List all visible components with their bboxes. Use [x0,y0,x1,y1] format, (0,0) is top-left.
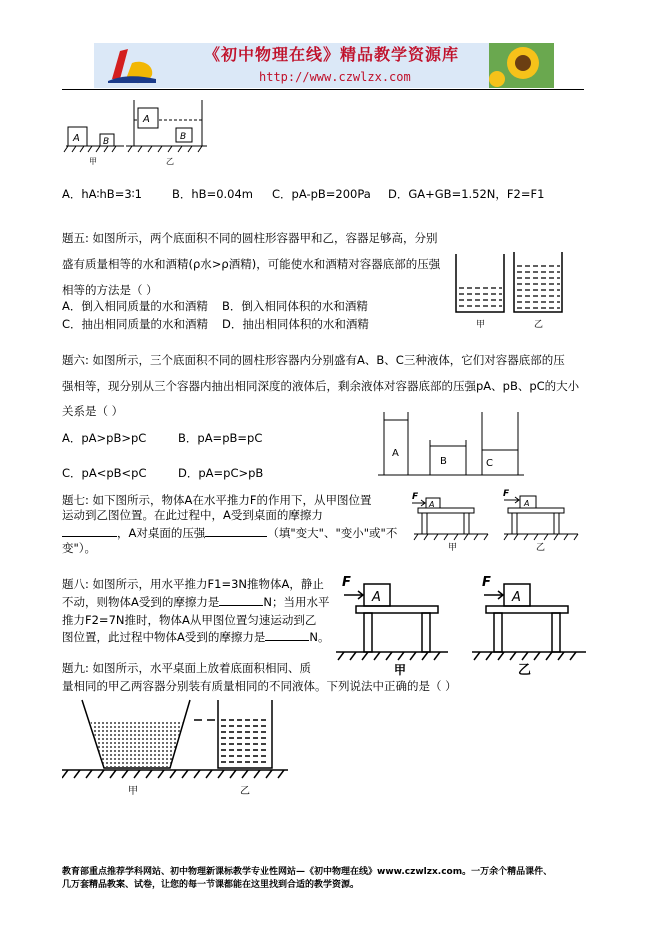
q8-line4 [62,629,329,645]
q9-containers-figure [62,698,292,800]
q6-option-d: D．pA=pC>pB [178,466,264,480]
q8-blank-friction2[interactable] [265,629,309,641]
footer-line2: 几万套精品教案、试卷，让您的每一节课都能在这里找到合适的教学资源。 [62,880,360,890]
q7-line4: 变"）。 [62,541,97,555]
q8-label-jia: 甲 [394,663,407,677]
q6-liquid-b-label: B [440,456,447,467]
q6-liquid-c-label: C [486,458,493,469]
q8-line4-text: 图位置，此过程中物体A受到的摩擦力是 [62,630,266,644]
footer-line1: 教育部重点推荐学科网站、初中物理新课标教学专业性网站—《初中物理在线》www.czwlzx.com。一万余个精品课件、 [62,867,553,877]
q8-line1: 题八: 如图所示，用水平推力F1=3N推物体A，静止 [62,577,324,591]
q7-blank-pressure[interactable] [205,525,267,537]
q7-line1: 题七: 如下图所示，物体A在水平推力F的作用下，从甲图位置 [62,493,372,507]
q8-line4-end: N。 [309,630,330,644]
q7-table-figure [404,488,584,556]
q6-option-c: C．pA<pB<pC [62,466,147,480]
q7-line2: 运动到乙图位置。在此过程中，A受到桌面的摩擦力 [62,508,323,522]
q8-force-label-jia: F [342,575,351,590]
q5-option-c: C．抽出相同质量的水和酒精 [62,317,209,331]
q7-block-label-yi: A [524,499,530,508]
label-jia: 甲 [89,157,97,166]
q5-label-yi: 乙 [534,320,544,330]
block-b-label: B [103,137,110,147]
q6-line2: 强相等，现分别从三个容器内抽出相同深度的液体后，剩余液体对容器底部的压强pA、pB、pC的大小 [62,379,580,393]
q9-label-jia: 甲 [128,786,138,797]
q7-line3-end: （填"变大"、"变小"或"不 [267,526,398,540]
q7-label-jia: 甲 [448,543,458,553]
q5-option-a: A．倒入相同质量的水和酒精 [62,299,208,313]
header-rule [62,89,584,90]
blocks-figure [62,96,212,166]
q5-option-b: B．倒入相同体积的水和酒精 [222,299,368,313]
q8-line2-end: N；当用水平 [263,595,330,609]
q8-label-yi: 乙 [518,663,532,678]
q6-line1: 题六: 如图所示，三个底面积不同的圆柱形容器内分别盛有A、B、C三种液体，它们对容器底部的压 [62,353,565,367]
logo-icon [102,45,162,87]
block-b-sunk-label: B [180,132,187,142]
q4-option-b: B．hB=0.04m [172,187,254,201]
q9-label-yi: 乙 [240,786,250,797]
q7-line3-text: ，A对桌面的压强 [117,526,206,540]
q5-label-jia: 甲 [476,320,486,330]
q8-block-label-yi: A [512,590,521,605]
label-yi: 乙 [166,157,174,166]
header-banner [94,43,554,88]
q8-table-figure [336,570,591,678]
q6-line3: 关系是（ ） [62,404,124,418]
q9-line1: 题九: 如图所示，水平桌面上放着底面积相同、质 [62,661,312,675]
q6-liquid-a-label: A [392,448,399,459]
sunflower-icon [489,43,554,88]
q7-force-label-yi: F [503,489,510,499]
q5-line3: 相等的方法是（ ） [62,283,158,297]
banner-url: http://www.czwlzx.com [259,70,411,84]
q4-option-d: D．GA+GB=1.52N，F2=F1 [388,187,545,201]
q4-option-a: A．hA∶hB=3∶1 [62,187,142,201]
q6-option-b: B．pA=pB=pC [178,431,263,445]
q5-line1: 题五: 如图所示，两个底面积不同的圆柱形容器甲和乙，容器足够高，分别 [62,231,438,245]
block-a-label: A [73,133,80,144]
q6-containers-figure [378,410,528,485]
q8-force-label-yi: F [482,575,491,590]
q6-option-a: A．pA>pB>pC [62,431,147,445]
banner-title: 《初中物理在线》精品教学资源库 [204,45,460,64]
q5-line2: 盛有质量相等的水和酒精(ρ水>ρ酒精)，可能使水和酒精对容器底部的压强 [62,257,441,271]
q5-option-d: D．抽出相同体积的水和酒精 [222,317,369,331]
q8-blank-friction1[interactable] [219,594,263,606]
block-a-float-label: A [143,114,150,125]
q4-option-c: C．pA-pB=200Pa [272,187,371,201]
q7-blank-friction[interactable] [62,525,117,537]
q8-line2 [62,594,329,610]
q8-line3: 推力F2=7N推时，物体A从甲图位置匀速运动到乙 [62,613,317,627]
q9-line2: 量相同的甲乙两容器分别装有质量相同的不同液体。下列说法中正确的是（ ） [62,679,457,693]
q7-line3 [62,525,397,541]
q7-label-yi: 乙 [536,543,546,553]
q7-force-label-jia: F [412,492,419,502]
q5-containers-figure [452,250,577,335]
q8-block-label-jia: A [372,590,381,605]
q7-block-label-jia: A [429,500,435,509]
q8-line2-text: 不动，则物体A受到的摩擦力是 [62,595,220,609]
